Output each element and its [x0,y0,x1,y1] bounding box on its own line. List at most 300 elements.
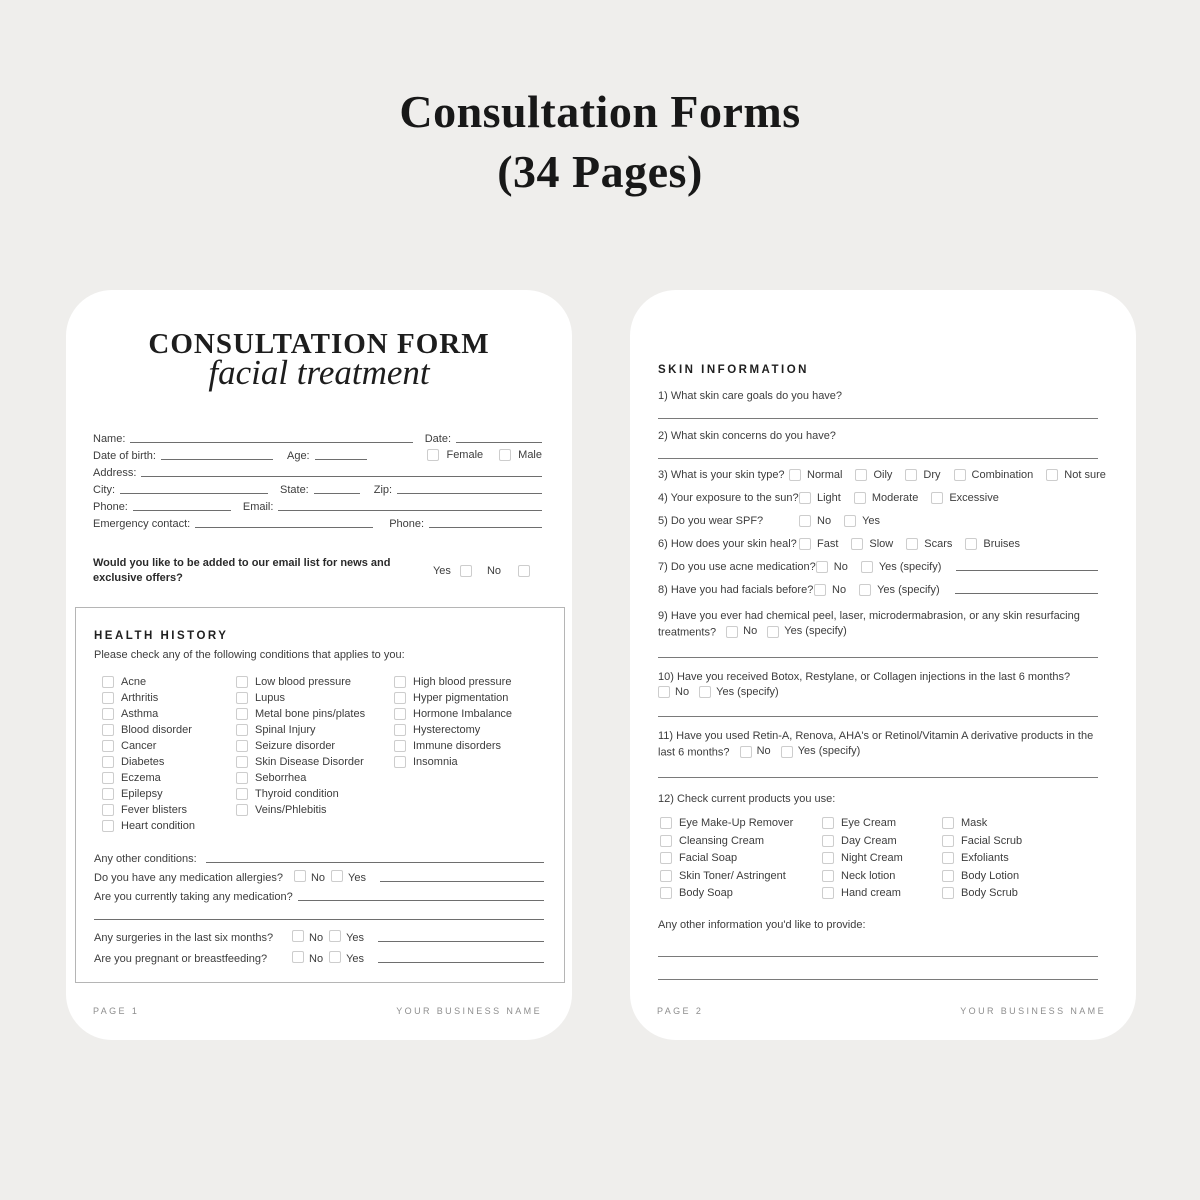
q1-label: 1) What skin care goals do you have? [658,390,843,402]
checkbox-option[interactable] [102,786,236,802]
checkbox-option[interactable] [851,538,893,550]
checkbox-option-label: Cleansing Cream [679,834,764,847]
checkbox-option-label: Arthritis [121,691,159,704]
q2-answer-line[interactable] [658,458,1098,459]
surgeries-row [94,925,544,944]
checkbox-icon[interactable] [799,515,811,527]
checkbox-option-label: Skin Disease Disorder [255,755,364,768]
address-row [93,462,542,479]
other-info-line-2[interactable] [658,979,1098,980]
checkbox-icon[interactable] [660,835,672,847]
checkbox-option-label: Immune disorders [413,739,502,752]
skin-information-heading: SKIN INFORMATION [658,364,809,376]
checkbox-option-label: Veins/Phlebitis [255,803,327,816]
checkbox-icon[interactable] [822,870,834,882]
business-name: YOUR BUSINESS NAME [396,1006,542,1016]
personal-info-section [93,428,542,530]
image-title-line1: Consultation Forms [399,86,801,137]
page-1-header [66,330,572,390]
checkbox-option[interactable] [102,754,236,770]
q11-row [658,729,1098,761]
other-conditions-label: Any other conditions: [94,852,197,865]
checkbox-option-label: Yes [862,515,881,527]
q3-options [789,469,1119,481]
address-input-line[interactable] [141,467,542,477]
email-label: Email: [242,501,274,513]
phone-input-line[interactable] [133,501,231,511]
q10-answer-line[interactable] [658,716,1098,717]
q7-specify-line[interactable] [956,563,1098,571]
q6-options [799,538,1033,550]
q9-yes-option[interactable] [767,624,847,639]
q9-label: 9) Have you ever had chemical peel, laser, microdermabrasion, or any skin resurfacing treatments? [658,610,1080,639]
q5-options [799,515,893,527]
continuation-row [94,903,544,922]
checkbox-icon[interactable] [394,692,406,704]
checkbox-icon[interactable] [236,724,248,736]
q11-yes-option[interactable] [781,744,861,759]
q1-answer-line[interactable] [658,418,1098,419]
checkbox-option[interactable] [942,885,1098,903]
city-input-line[interactable] [120,484,268,494]
q4-options [799,492,1012,504]
checkbox-option-label: Oily [873,469,893,481]
checkbox-option-label: Yes (specify) [877,584,940,596]
emergency-contact-label: Emergency contact: [93,518,191,530]
checkbox-icon[interactable] [236,740,248,752]
q10-yes-label: Yes (specify) [716,685,779,698]
surgeries-yes-checkbox-icon[interactable] [329,930,341,942]
checkbox-option[interactable] [942,850,1098,868]
checkbox-icon[interactable] [799,538,811,550]
q11-yes-label: Yes (specify) [797,745,861,757]
checkbox-option[interactable] [954,469,1034,481]
q9-yes-checkbox-icon[interactable] [767,626,779,638]
checkbox-option[interactable] [236,706,394,722]
checkbox-option[interactable] [660,867,822,885]
checkbox-option-label: Day Cream [841,834,897,847]
checkbox-option[interactable] [814,584,846,596]
checkbox-icon[interactable] [814,584,826,596]
checkbox-option[interactable] [859,584,940,596]
checkbox-icon[interactable] [859,584,871,596]
checkbox-option-label: High blood pressure [413,675,512,688]
checkbox-icon[interactable] [102,692,114,704]
checkbox-icon[interactable] [102,724,114,736]
q8-options [814,584,953,596]
zip-input-line[interactable] [397,484,542,494]
q11-label: 11) Have you used Retin-A, Renova, AHA's or Retinol/Vitamin A derivative products in the last 6 months? [658,730,1094,759]
male-option[interactable] [499,449,542,461]
checkbox-option[interactable] [394,738,544,754]
checkbox-icon[interactable] [660,852,672,864]
checkbox-option-label: Normal [807,469,843,481]
checkbox-icon[interactable] [906,538,918,550]
page-number: PAGE 2 [657,1006,704,1016]
email-yes-checkbox-icon[interactable] [460,565,472,577]
allergies-no-checkbox-icon[interactable] [294,870,306,882]
checkbox-icon[interactable] [799,492,811,504]
checkbox-option[interactable] [236,722,394,738]
checkbox-icon[interactable] [905,469,917,481]
q10-no-option[interactable] [658,685,689,700]
q10-no-checkbox-icon[interactable] [658,686,670,698]
checkbox-option-label: Heart condition [121,819,195,832]
checkbox-icon[interactable] [789,469,801,481]
checkbox-option-label: Blood disorder [121,723,192,736]
q3-row [658,468,1106,482]
checkbox-option[interactable] [236,770,394,786]
checkbox-icon[interactable] [236,676,248,688]
checkbox-icon[interactable] [822,817,834,829]
checkbox-option-label: Body Scrub [961,887,1018,900]
checkbox-option[interactable] [236,802,394,818]
phone-email-row [93,496,542,513]
checkbox-option[interactable] [394,674,544,690]
q9-row [658,609,1098,641]
checkbox-option-label: Mask [961,817,988,830]
page-1 [66,290,572,1040]
checkbox-icon[interactable] [931,492,943,504]
q4-label: 4) Your exposure to the sun? [658,492,799,504]
q7-label: 7) Do you use acne medication? [658,561,816,573]
checkbox-option[interactable] [789,469,842,481]
checkbox-icon[interactable] [1046,469,1058,481]
q11-no-option[interactable] [740,744,771,759]
checkbox-option[interactable] [102,818,236,834]
checkbox-icon[interactable] [660,887,672,899]
other-conditions-line[interactable] [206,853,544,863]
other-conditions-row [94,846,544,865]
q11-no-checkbox-icon[interactable] [740,746,752,758]
pregnant-label: Are you pregnant or breastfeeding? [94,952,268,965]
emergency-phone-input-line[interactable] [429,518,542,528]
surgeries-label: Any surgeries in the last six months? [94,931,274,944]
checkbox-icon[interactable] [102,756,114,768]
checkbox-option-label: Hysterectomy [413,723,481,736]
checkbox-icon[interactable] [236,788,248,800]
q8-label: 8) Have you had facials before? [658,584,814,596]
checkbox-option[interactable] [942,832,1098,850]
checkbox-option-label: Slow [869,538,894,550]
date-label: Date: [424,433,451,445]
q10-row [658,670,1098,702]
checkbox-option[interactable] [102,674,236,690]
allergies-specify-line[interactable] [380,872,544,882]
checkbox-icon[interactable] [394,724,406,736]
checkbox-option-label: Eye Make-Up Remover [679,817,794,830]
q10-no-label: No [675,685,690,698]
checkbox-option[interactable] [660,832,822,850]
form-title: CONSULTATION FORM [148,328,490,360]
checkbox-option-label: Eczema [121,771,161,784]
checkbox-option[interactable] [861,561,942,573]
health-history-heading: HEALTH HISTORY [94,629,229,642]
checkbox-option[interactable] [799,538,838,550]
emergency-contact-input-line[interactable] [195,518,373,528]
q9-no-label: No [743,625,758,637]
checkbox-option-label: Diabetes [121,755,165,768]
checkbox-option[interactable] [102,802,236,818]
checkbox-option[interactable] [799,492,841,504]
q12-label: 12) Check current products you use: [658,792,836,805]
products-column-1 [660,815,822,903]
checkbox-option[interactable] [236,786,394,802]
checkbox-option[interactable] [102,738,236,754]
name-date-row [93,428,542,445]
state-label: State: [280,484,309,496]
checkbox-option[interactable] [394,706,544,722]
other-info-label: Any other information you'd like to provide: [658,919,866,931]
checkbox-option[interactable] [822,850,942,868]
checkbox-option[interactable] [906,538,952,550]
age-input-line[interactable] [315,450,367,460]
date-input-line[interactable] [456,433,542,443]
q5-label: 5) Do you wear SPF? [658,515,764,527]
checkbox-option[interactable] [660,885,822,903]
q7-options [816,561,955,573]
q9-answer-line[interactable] [658,657,1098,658]
checkbox-option-label: Seborrhea [255,771,307,784]
q2-label: 2) What skin concerns do you have? [658,430,836,442]
checkbox-option-label: Light [817,492,841,504]
surgeries-no-checkbox-icon[interactable] [292,930,304,942]
checkbox-icon[interactable] [861,561,873,573]
allergies-yes-checkbox-icon[interactable] [331,870,343,882]
conditions-column-3 [394,674,544,834]
checkbox-option[interactable] [855,469,892,481]
current-medication-line[interactable] [298,891,544,901]
female-option[interactable] [427,449,483,461]
q6-label: 6) How does your skin heal? [658,538,797,550]
city-label: City: [93,484,115,496]
surgeries-specify-line[interactable] [378,932,544,942]
products-column-2 [822,815,942,903]
checkbox-icon[interactable] [942,817,954,829]
checkbox-option[interactable] [905,469,940,481]
female-checkbox-icon[interactable] [427,449,439,461]
checkbox-icon[interactable] [942,870,954,882]
female-label: Female [446,449,484,461]
checkbox-icon[interactable] [942,835,954,847]
pregnant-specify-line[interactable] [378,953,544,963]
city-state-zip-row [93,479,542,496]
conditions-column-2 [236,674,394,834]
checkbox-option[interactable] [102,690,236,706]
checkbox-option[interactable] [931,492,999,504]
image-title [0,82,1200,202]
checkbox-option-label: Fast [817,538,839,550]
checkbox-option-label: Metal bone pins/plates [255,707,366,720]
q7-row [658,560,1098,574]
checkbox-option[interactable] [844,515,880,527]
checkbox-icon[interactable] [102,708,114,720]
checkbox-option[interactable] [816,561,848,573]
checkbox-icon[interactable] [236,804,248,816]
checkbox-icon[interactable] [851,538,863,550]
checkbox-option[interactable] [822,885,942,903]
state-input-line[interactable] [314,484,360,494]
checkbox-option-label: Not sure [1064,469,1106,481]
checkbox-icon[interactable] [102,772,114,784]
pregnant-yes-label: Yes [346,952,365,965]
checkbox-icon[interactable] [965,538,977,550]
checkbox-option-label: Yes (specify) [878,561,942,573]
checkbox-icon[interactable] [822,835,834,847]
checkbox-option[interactable] [102,722,236,738]
pregnant-yes-checkbox-icon[interactable] [329,951,341,963]
email-no-checkbox-icon[interactable] [518,565,530,577]
checkbox-option-label: Asthma [121,707,159,720]
checkbox-icon[interactable] [855,469,867,481]
checkbox-icon[interactable] [102,740,114,752]
q8-specify-line[interactable] [955,586,1098,594]
checkbox-icon[interactable] [102,788,114,800]
dob-label: Date of birth: [93,450,156,462]
emergency-contact-row [93,513,542,530]
surgeries-yes-label: Yes [346,931,365,944]
checkbox-option-label: Spinal Injury [255,723,316,736]
checkbox-option[interactable] [236,674,394,690]
pregnant-row [94,946,544,965]
checkbox-icon[interactable] [102,804,114,816]
dob-age-gender-row [93,445,542,462]
checkbox-option[interactable] [1046,469,1106,481]
checkbox-icon[interactable] [844,515,856,527]
checkbox-icon[interactable] [236,756,248,768]
checkbox-option[interactable] [942,815,1098,833]
checkbox-option-label: Thyroid condition [255,787,339,800]
checkbox-icon[interactable] [660,870,672,882]
q6-row [658,537,1098,551]
checkbox-option-label: Insomnia [413,755,458,768]
checkbox-option[interactable] [854,492,918,504]
pregnant-no-checkbox-icon[interactable] [292,951,304,963]
checkbox-option[interactable] [965,538,1020,550]
skin-information-section [630,290,1136,980]
checkbox-option-label: Combination [971,469,1034,481]
checkbox-option-label: Facial Soap [679,852,738,865]
checkbox-option-label: Hand cream [841,887,901,900]
checkbox-option-label: Dry [923,469,941,481]
checkbox-option-label: Scars [924,538,953,550]
checkbox-icon[interactable] [942,852,954,864]
checkbox-option[interactable] [394,754,544,770]
page-number: PAGE 1 [93,1006,140,1016]
email-list-yes-no [433,556,530,587]
emergency-phone-label: Phone: [389,518,425,530]
q9-no-checkbox-icon[interactable] [726,626,738,638]
checkbox-option-label: No [817,515,832,527]
checkbox-option[interactable] [660,850,822,868]
checkbox-option-label: Neck lotion [841,869,896,882]
checkbox-option[interactable] [822,867,942,885]
dob-input-line[interactable] [161,450,273,460]
checkbox-icon[interactable] [236,772,248,784]
checkbox-icon[interactable] [394,676,406,688]
checkbox-icon[interactable] [954,469,966,481]
checkbox-option[interactable] [102,770,236,786]
checkbox-option[interactable] [102,706,236,722]
checkbox-icon[interactable] [942,887,954,899]
checkbox-option-label: No [833,561,848,573]
checkbox-icon[interactable] [394,740,406,752]
phone-label: Phone: [93,501,128,513]
checkbox-option[interactable] [822,832,942,850]
email-list-section [93,556,542,587]
continuation-line[interactable] [94,910,544,920]
checkbox-option-label: Bruises [983,538,1021,550]
checkbox-icon[interactable] [394,708,406,720]
checkbox-option[interactable] [394,690,544,706]
checkbox-option-label: Epilepsy [121,787,163,800]
checkbox-icon[interactable] [394,756,406,768]
page-2-footer [657,1006,1106,1016]
checkbox-option[interactable] [394,722,544,738]
checkbox-icon[interactable] [822,852,834,864]
q9-no-option[interactable] [726,624,757,639]
name-label: Name: [93,433,126,445]
conditions-column-1 [102,674,236,834]
checkbox-option-label: Cancer [121,739,157,752]
current-medication-row [94,884,544,903]
checkbox-option-label: Exfoliants [961,852,1009,865]
medication-allergies-label: Do you have any medication allergies? [94,871,283,884]
checkbox-option-label: Hormone Imbalance [413,707,513,720]
current-medication-label: Are you currently taking any medication? [94,890,293,903]
checkbox-option-label: Lupus [255,691,285,704]
checkbox-icon[interactable] [102,820,114,832]
email-yes-label: Yes [432,565,451,578]
q11-yes-checkbox-icon[interactable] [781,746,793,758]
q10-yes-option[interactable] [699,685,779,700]
checkbox-option-label: Eye Cream [841,817,897,830]
name-input-line[interactable] [130,433,412,443]
other-info-line-1[interactable] [658,956,1098,957]
checkbox-option-label: Skin Toner/ Astringent [679,869,786,882]
checkbox-option-label: Moderate [871,492,919,504]
checkbox-option[interactable] [236,738,394,754]
checkbox-option[interactable] [822,815,942,833]
checkbox-icon[interactable] [236,692,248,704]
q9-yes-label: Yes (specify) [784,625,847,637]
checkbox-option[interactable] [942,867,1098,885]
checkbox-option-label: Fever blisters [121,803,188,816]
checkbox-option-label: Night Cream [841,852,903,865]
checkbox-icon[interactable] [854,492,866,504]
checkbox-option-label: No [832,584,847,596]
checkbox-icon[interactable] [822,887,834,899]
surgeries-no-label: No [309,931,324,944]
email-no-label: No [486,565,501,578]
checkbox-option[interactable] [236,690,394,706]
checkbox-icon[interactable] [660,817,672,829]
checkbox-option[interactable] [236,754,394,770]
q11-answer-line[interactable] [658,777,1098,778]
male-checkbox-icon[interactable] [499,449,511,461]
q5-row [658,514,1098,528]
email-input-line[interactable] [278,501,542,511]
checkbox-icon[interactable] [102,676,114,688]
checkbox-icon[interactable] [816,561,828,573]
checkbox-option[interactable] [660,815,822,833]
allergies-yes-label: Yes [348,871,366,884]
checkbox-icon[interactable] [236,708,248,720]
address-label: Address: [93,467,137,479]
medication-allergies-row [94,865,544,884]
checkbox-option[interactable] [799,515,831,527]
q10-yes-checkbox-icon[interactable] [699,686,711,698]
